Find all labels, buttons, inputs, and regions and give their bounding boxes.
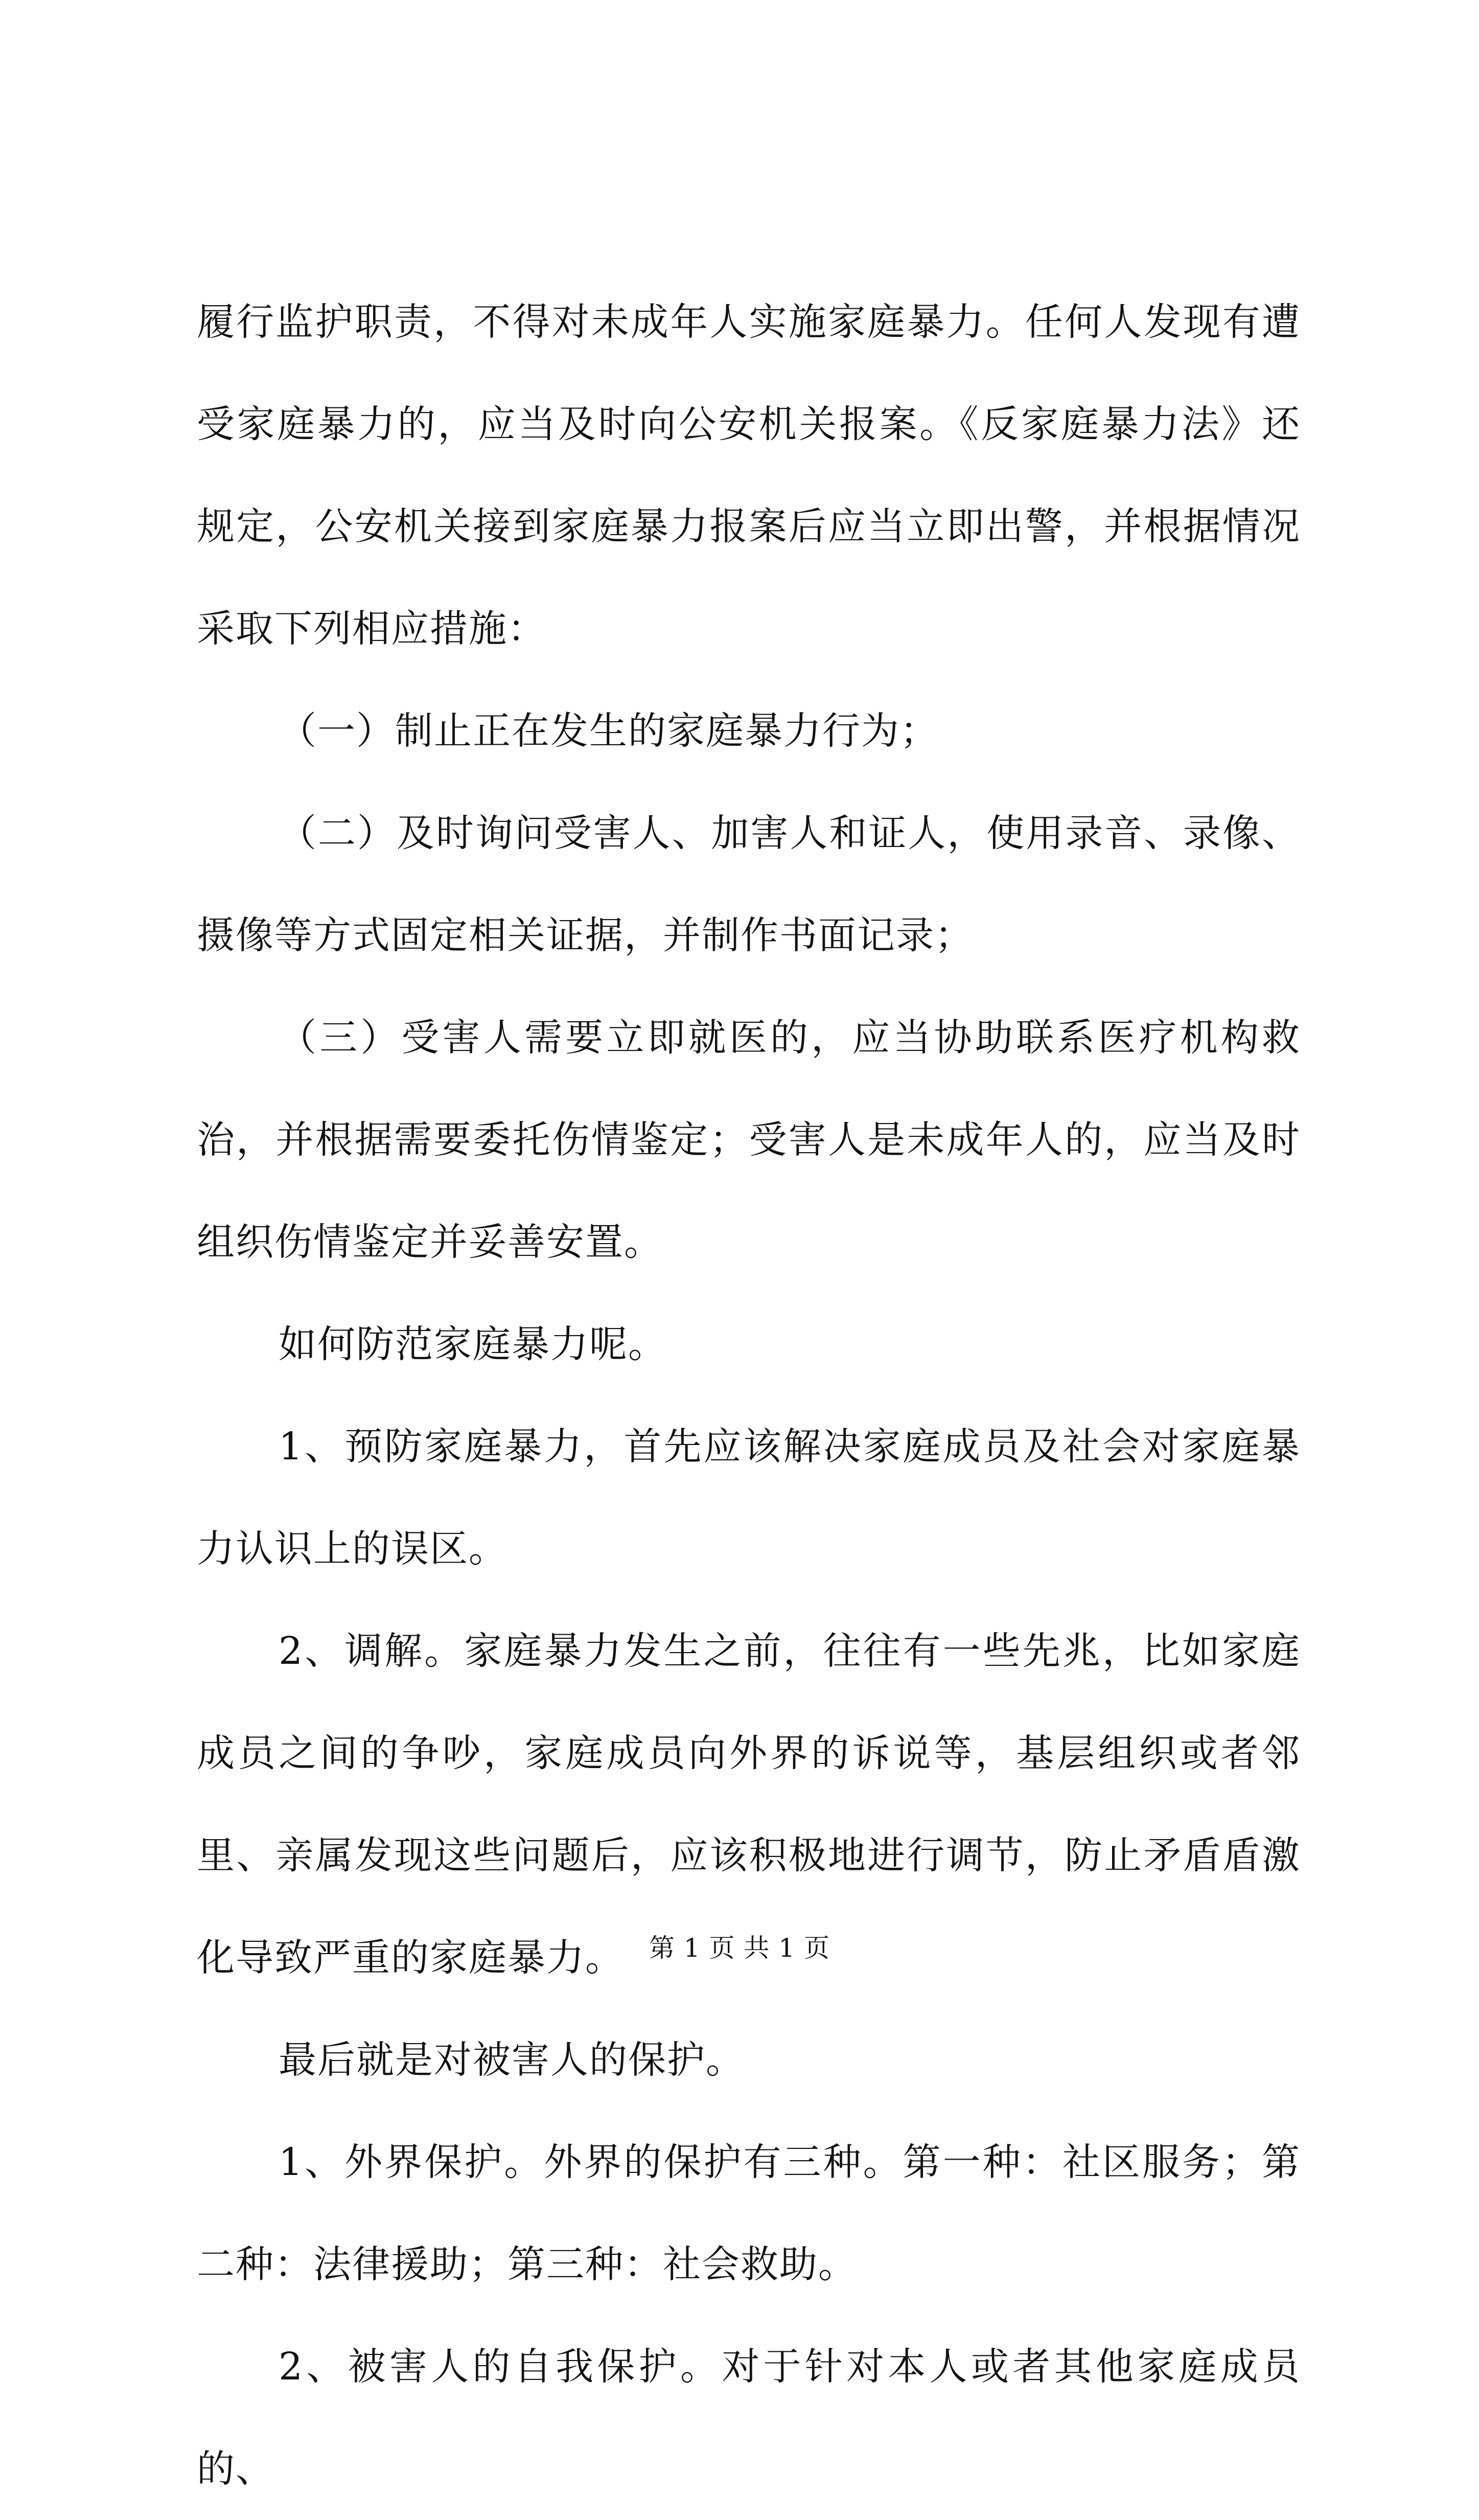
paragraph-1: 履行监护职责，不得对未成年人实施家庭暴力。任何人发现有遭受家庭暴力的，应当及时向公安机关报案。《反家庭暴力法》还规定，公安机关接到家庭暴力报案后应当立即出警，并根据情况采取下列相应措施： xyxy=(197,300,1301,651)
paragraph-5: 如何防范家庭暴力呢。 xyxy=(279,1322,667,1366)
paragraph-8: 最后就是对被害人的保护。 xyxy=(279,2038,745,2082)
page-footer xyxy=(0,1930,1479,1966)
paragraph-9: 1、外界保护。外界的保护有三种。第一种：社区服务；第二种：法律援助；第三种：社会救助。 xyxy=(197,2140,1301,2286)
page-number-label: 第 1 页 共 1 页 xyxy=(649,1933,830,1963)
paragraph-2: （一）制止正在发生的家庭暴力行为； xyxy=(279,709,939,753)
document-body xyxy=(197,271,1301,2520)
paragraph-4: （三）受害人需要立即就医的，应当协助联系医疗机构救治，并根据需要委托伤情鉴定；受害人是未成年人的，应当及时组织伤情鉴定并妥善安置。 xyxy=(197,1016,1301,1264)
paragraph-10: 2、被害人的自我保护。对于针对本人或者其他家庭成员的、 xyxy=(197,2345,1301,2491)
paragraph-6: 1、预防家庭暴力，首先应该解决家庭成员及社会对家庭暴力认识上的误区。 xyxy=(197,1425,1301,1571)
paragraph-3: （二）及时询问受害人、加害人和证人，使用录音、录像、摄像等方式固定相关证据，并制作书面记录； xyxy=(197,811,1301,957)
paragraph-7: 2、调解。家庭暴力发生之前，往往有一些先兆，比如家庭成员之间的争吵，家庭成员向外界的诉说等，基层组织或者邻里、亲属发现这些问题后，应该积极地进行调节，防止矛盾盾激化导致严重的家庭暴力。 xyxy=(197,1629,1301,1980)
